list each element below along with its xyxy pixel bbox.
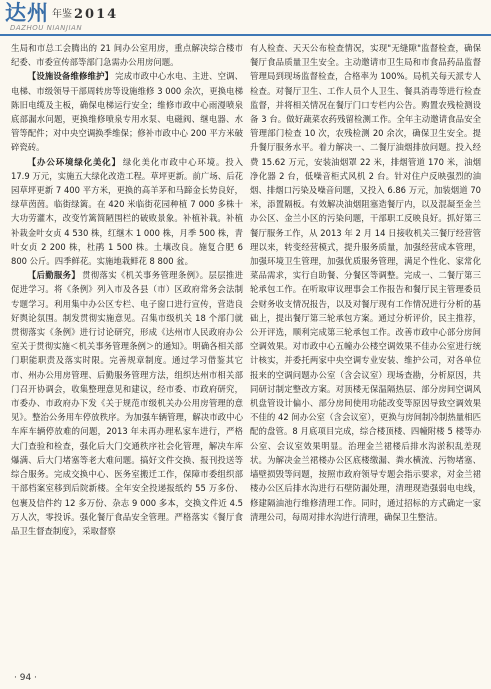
section-paragraph xyxy=(11,268,243,538)
logo-year: 2014 xyxy=(74,7,119,22)
paragraph-text: 贯彻落实《机关事务管理条例》。层层推进促进学习。将《条例》列入市及各县（市）区政府常务会法制专题学习。利用集中办公区专栏、电子窗口进行宣传，营造良好舆论氛围。制发贯彻实施意见。召集市级机关 18 个部门就贯彻落实《条例》进行讨论研究，形成《达州市人民政府办公室关于贯彻实施＜机关事务管理条例＞的通知》。明确各相关部门职能职责及落实时限。完善规章制度。通过学习借鉴其它市、州办公用房管理、后勤服务管理方法，组织达州市相关部门召开协调会，收集整理意见和建议，经市委、市政府研究，市委办、市政府办下发《关于规范市级机关办公用房管理的意见》。整治公务用车停放秩序。为加强车辆管理，解决市政中心车库车辆停放难的问题，2013 年未再办理私家车进行，严格大门查验和检查，强化后大门交通秩序社会化管理，解决车库爆满、后大门堵塞等老大难问题。搞好文件交换、报刊投送等综合服务。完成交换中心、医务室搬迁工作，保障市委组织部干部档案室移到后院新楼。全年安全投递报纸约 55 万多份、包裹及信件约 12 多万份、杂志 9 000 多本，交换文件近 4.5 万人次，零投诉。强化餐厅食品安全管理。严格落实《餐厅食品卫生督查制度》，采取督察 xyxy=(11,270,244,536)
right-column xyxy=(250,41,481,524)
logo-english: DAZHOU NIANJIAN xyxy=(10,24,83,32)
page-header xyxy=(0,0,491,34)
section-paragraph xyxy=(11,155,243,269)
left-column xyxy=(11,41,243,538)
body-paragraph xyxy=(250,41,481,524)
paragraph-text: 有人检查、天天公布检查情况，实现"无缝隙"监督检查，确保餐厅食品质量卫生安全。主动邀请市卫生局和市食品药品监督管理局到现场监督检查，合格率为 100%。局机关每天派专人检查。对餐厅卫生、工作人员个人卫生、餐具消毒等进行检查监督，并将相关情况在餐厅门口专栏内公告。购置农残检测设备 3 台。做好蔬菜农药残留检测工作。全年主动邀请食品安全管理部门检查 10 次，农残检测 20 余次，确保卫生安全。提升餐厅服务水平。着力解决一、二餐厅油烟排放问题。投入经费 15.62 万元，安装油烟罩 22 米，排烟管道 170 米，油烟净化器 2 台，低噪音柜式风机 2 台。针对住户反映强烈的油烟、排烟口污染及噪音问题，又投入 6.86 万元，加装烟道 70 米，添置隔板。有效解决油烟阻塞造餐厅内，以及混凝至金兰办公区、金兰小区的污染问题，干部职工反映良好。抓好第三餐厅服务工作，从 2013 年 2 月 14 日接收机关三餐厅经营管理以来，转变经营模式，提升服务质量，加强经营成本管理，加强环境卫生管理，加强优质服务管理，满足个性化、家常化菜品需求，实行自助餐、分餐区等调整。完成一、二餐厅第三轮承包工作。在听取审议理事会工作报告和餐厅民主管理委员会财务收支情况报告，以及对餐厅现有工作情况进行分析的基础上，提出餐厅第三轮承包方案。通过分析评价，民主推荐，公开评选，顺利完成第三轮承包工作。改善市政中心部分房间空调效果。对市政中心五幢办公楼空调效果不佳办公室进行统计核实，并委托两家中央空调专业安装、维护公司，对各单位报来的空调问题办公室（含会议室）现场查勘，分析原因，共同研讨制定整改方案。对顶楼无保温隔热层、部分房间空调风机盘管设计偏小、部分房间使用功能改变等原因导致空调效果不佳的 42 间办公室（含会议室），更换与房间制冷制热量相匹配的盘管。8 月底项目完成，综合楼顶楼、四幢附楼 5 楼等办公室、会议室效果明显。治理金兰裙楼后排水沟淤积乱差现状。为解决金兰裙楼办公区底楼缴漏、粪水横流、污物堵塞、墙壁损毁等问题，按照市政府领导专题会指示要求，对金兰裙楼办公区后排水沟进行石壁防漏处理，清理现造强弱电电线，修建隔油池行维修清理工作。同时，通过招标的方式确定一家清理公司，每周对排水沟进行清理，确保卫生整洁。 xyxy=(250,43,481,522)
logo-title: 达州 xyxy=(5,0,49,25)
section-heading: 【设施设备维修维护】 xyxy=(27,71,114,82)
page-number: · 94 · xyxy=(14,673,37,683)
yearbook-logo xyxy=(5,2,118,24)
paragraph-text: 生局和市总工会腾出的 21 间办公室用房，重点解决综合楼市纪委、市委宣传部等部门急需办公用房问题。 xyxy=(11,43,243,68)
paragraph-text: 完成市政中心水电、主进、空调、电梯、市级领导干部周转房等设施维修 3 000 余次，更换电梯陈旧电缆及主板，确保电梯运行安全；维修市政中心雨漫喷泉底部漏水问题，更换维修喷泉专用水泵、电磁阀、继电器、水管等配件；对中央空调换季维保；修补市政中心 200 平方米破碎瓷砖。 xyxy=(11,71,244,153)
section-paragraph xyxy=(11,69,243,154)
logo-subtitle: 年鉴 xyxy=(52,9,72,20)
section-heading: 【办公环境绿化美化】 xyxy=(27,156,121,167)
header-rule xyxy=(0,34,491,36)
body-paragraph xyxy=(11,41,243,69)
section-heading: 【后勤服务】 xyxy=(27,270,81,281)
paragraph-text: 绿化美化市政中心环境。投入 17.9 万元，实施五大绿化改造工程。草坪更新。前广场、后花园草坪更新 7 400 平方米，更换的高羊茅和马蹄金长势良好，绿草茵茵。临街绿篱。在 420 米临街花园种植 7 000 多株十大功劳灌木，改变竹篱简陋围栏的破败景象。补植补栽。补植补栽金叶女贞 4 530 株，红继木 1 000 株，月季 500 株，青叶女贞 2 200 株，杜鹃 1 500 株。土壤改良。施复合肥 6 800 公斤。四季鲜花。实施地栽鲜花 8 800 盆。 xyxy=(11,156,244,267)
